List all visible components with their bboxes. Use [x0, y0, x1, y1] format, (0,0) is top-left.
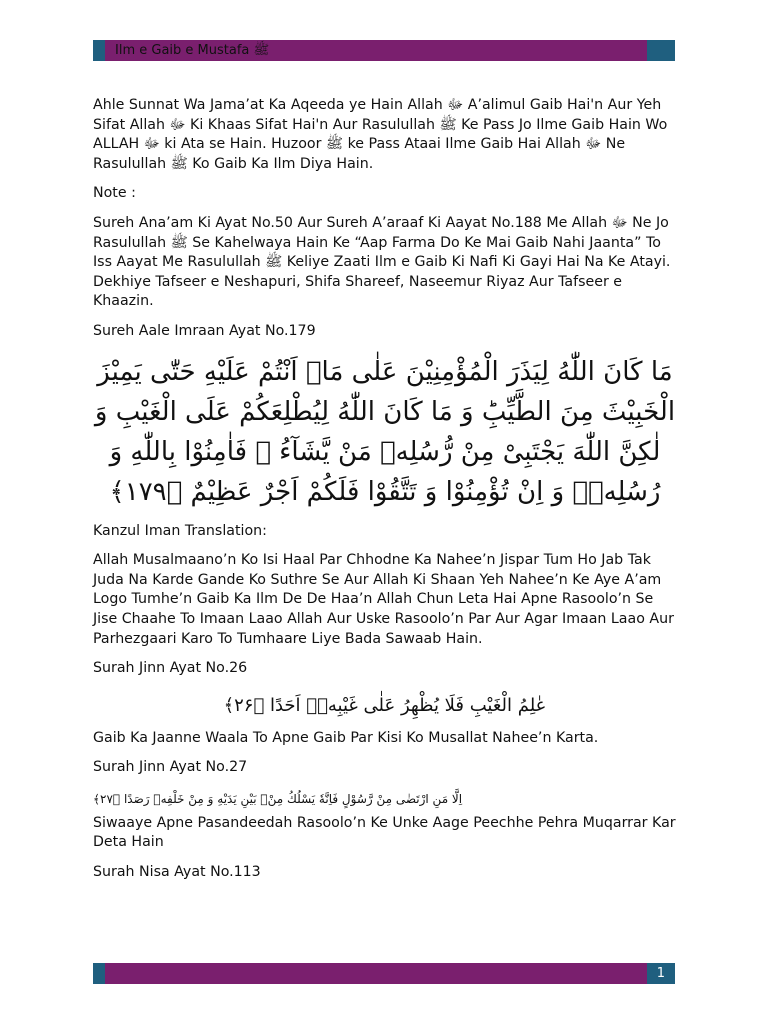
arabic-verse-179: مَا كَانَ اللّٰهُ لِیَذَرَ الْمُؤْمِنِیْنَ عَلٰى مَاۤ اَنْتُمْ عَلَیْهِ حَتّٰى یَمِیْزَ الْخَبِیْثَ مِنَ الطَّیِّبِؕ وَ مَا كَانَ اللّٰهُ لِیُطْلِعَكُمْ عَلَى الْغَیْبِ وَ لٰكِنَّ اللّٰهَ یَجْتَبِیْ مِنْ رُّسُلِهٖ مَنْ یَّشَآءُ ۪ فَاٰمِنُوْا بِاللّٰهِ وَ رُسُلِهٖۚ وَ اِنْ تُؤْمِنُوْا وَ تَتَّقُوْا فَلَكُمْ اَجْرٌ عَظِیْمٌ ﴿۱۷۹﴾ [94, 356, 676, 507]
translation-text: Allah Musalmaano’n Ko Isi Haal Par Chhodne Ka Nahee’n Jispar Tum Ho Jab Tak Juda Na Karde Gande Ko Suthre Se Aur Allah Ki Shaan Yeh Nahee’n Ke Aye A’am Logo Tumhe’n Gaib Ka Ilm De De Haa’n Allah Chun Leta Hai Apne Rasoolo’n Se Jise Chaahe To Imaan Laao Allah Aur Uske Rasoolo’n Par Aur Agar Imaan Laao Aur Parhezgaari Karo To Tumhaare Liye Bada Sawaab Hain. [93, 552, 674, 647]
page-footer-bar [93, 963, 675, 984]
arabic-verse-27: اِلَّا مَنِ ارْتَضٰى مِنْ رَّسُوْلٍ فَاِنَّهٗ یَسْلُكُ مِنْۢ بَیْنِ یَدَیْهِ وَ مِنْ خَلْفِهٖ رَصَدًا ﴿۲۷﴾ [93, 791, 463, 806]
header-cap-right [647, 40, 675, 61]
page-header-bar [93, 40, 675, 61]
paragraph-note: Sureh Ana’am Ki Ayat No.50 Aur Sureh A’araaf Ki Aayat No.188 Me Allah ﷻ Ne Jo Rasulullah ﷺ Se Kahelwaya Hain Ke “Aap Farma Do Ke Mai Gaib Nahi Jaanta” To Iss Aayat Me Rasulullah ﷺ Keliye Zaati Ilm e Gaib Ki Nafi Ki Gayi Hai Na Ke Atayi. Dekhiye Tafseer e Neshapuri, Shifa Shareef, Naseemur Riyaz Aur Tafseer e Khaazin. [93, 214, 671, 310]
meaning-jinn-26: Gaib Ka Jaanne Waala To Apne Gaib Par Kisi Ko Musallat Nahee’n Karta. [93, 729, 599, 746]
paragraph-aqeeda: Ahle Sunnat Wa Jama’at Ka Aqeeda ye Hain Allah ﷻ A’alimul Gaib Hai'n Aur Yeh Sifat Allah ﷻ Ki Khaas Sifat Hai'n Aur Rasulullah ﷺ Ke Pass Jo Ilme Gaib Hain Wo ALLAH ﷻ ki Ata se Hain. Huzoor ﷺ ke Pass Ataai Ilme Gaib Hai Allah ﷻ Ne Rasulullah ﷺ Ko Gaib Ka Ilm Diya Hain. [93, 97, 668, 172]
reference-aale-imraan: Sureh Aale Imraan Ayat No.179 [93, 322, 316, 339]
page-number: 1 [656, 966, 665, 981]
document-body [93, 96, 677, 893]
note-label: Note : [93, 185, 136, 202]
arabic-verse-26: عٰلِمُ الْغَیْبِ فَلَا یُظْهِرُ عَلٰى غَیْبِهٖۤ اَحَدًا ﴿۲۶﴾ [223, 694, 547, 716]
meaning-jinn-27: Siwaaye Apne Pasandeedah Rasoolo’n Ke Unke Aage Peechhe Pehra Muqarrar Kar Deta Hain [93, 814, 676, 851]
document-title: Ilm e Gaib e Mustafa ﷺ [115, 43, 270, 58]
reference-jinn-27: Surah Jinn Ayat No.27 [93, 759, 248, 776]
reference-nisa-113: Surah Nisa Ayat No.113 [93, 864, 261, 881]
translation-label: Kanzul Iman Translation: [93, 522, 267, 539]
footer-cap-left [93, 963, 105, 984]
header-cap-left [93, 40, 105, 61]
reference-jinn-26: Surah Jinn Ayat No.26 [93, 660, 248, 677]
